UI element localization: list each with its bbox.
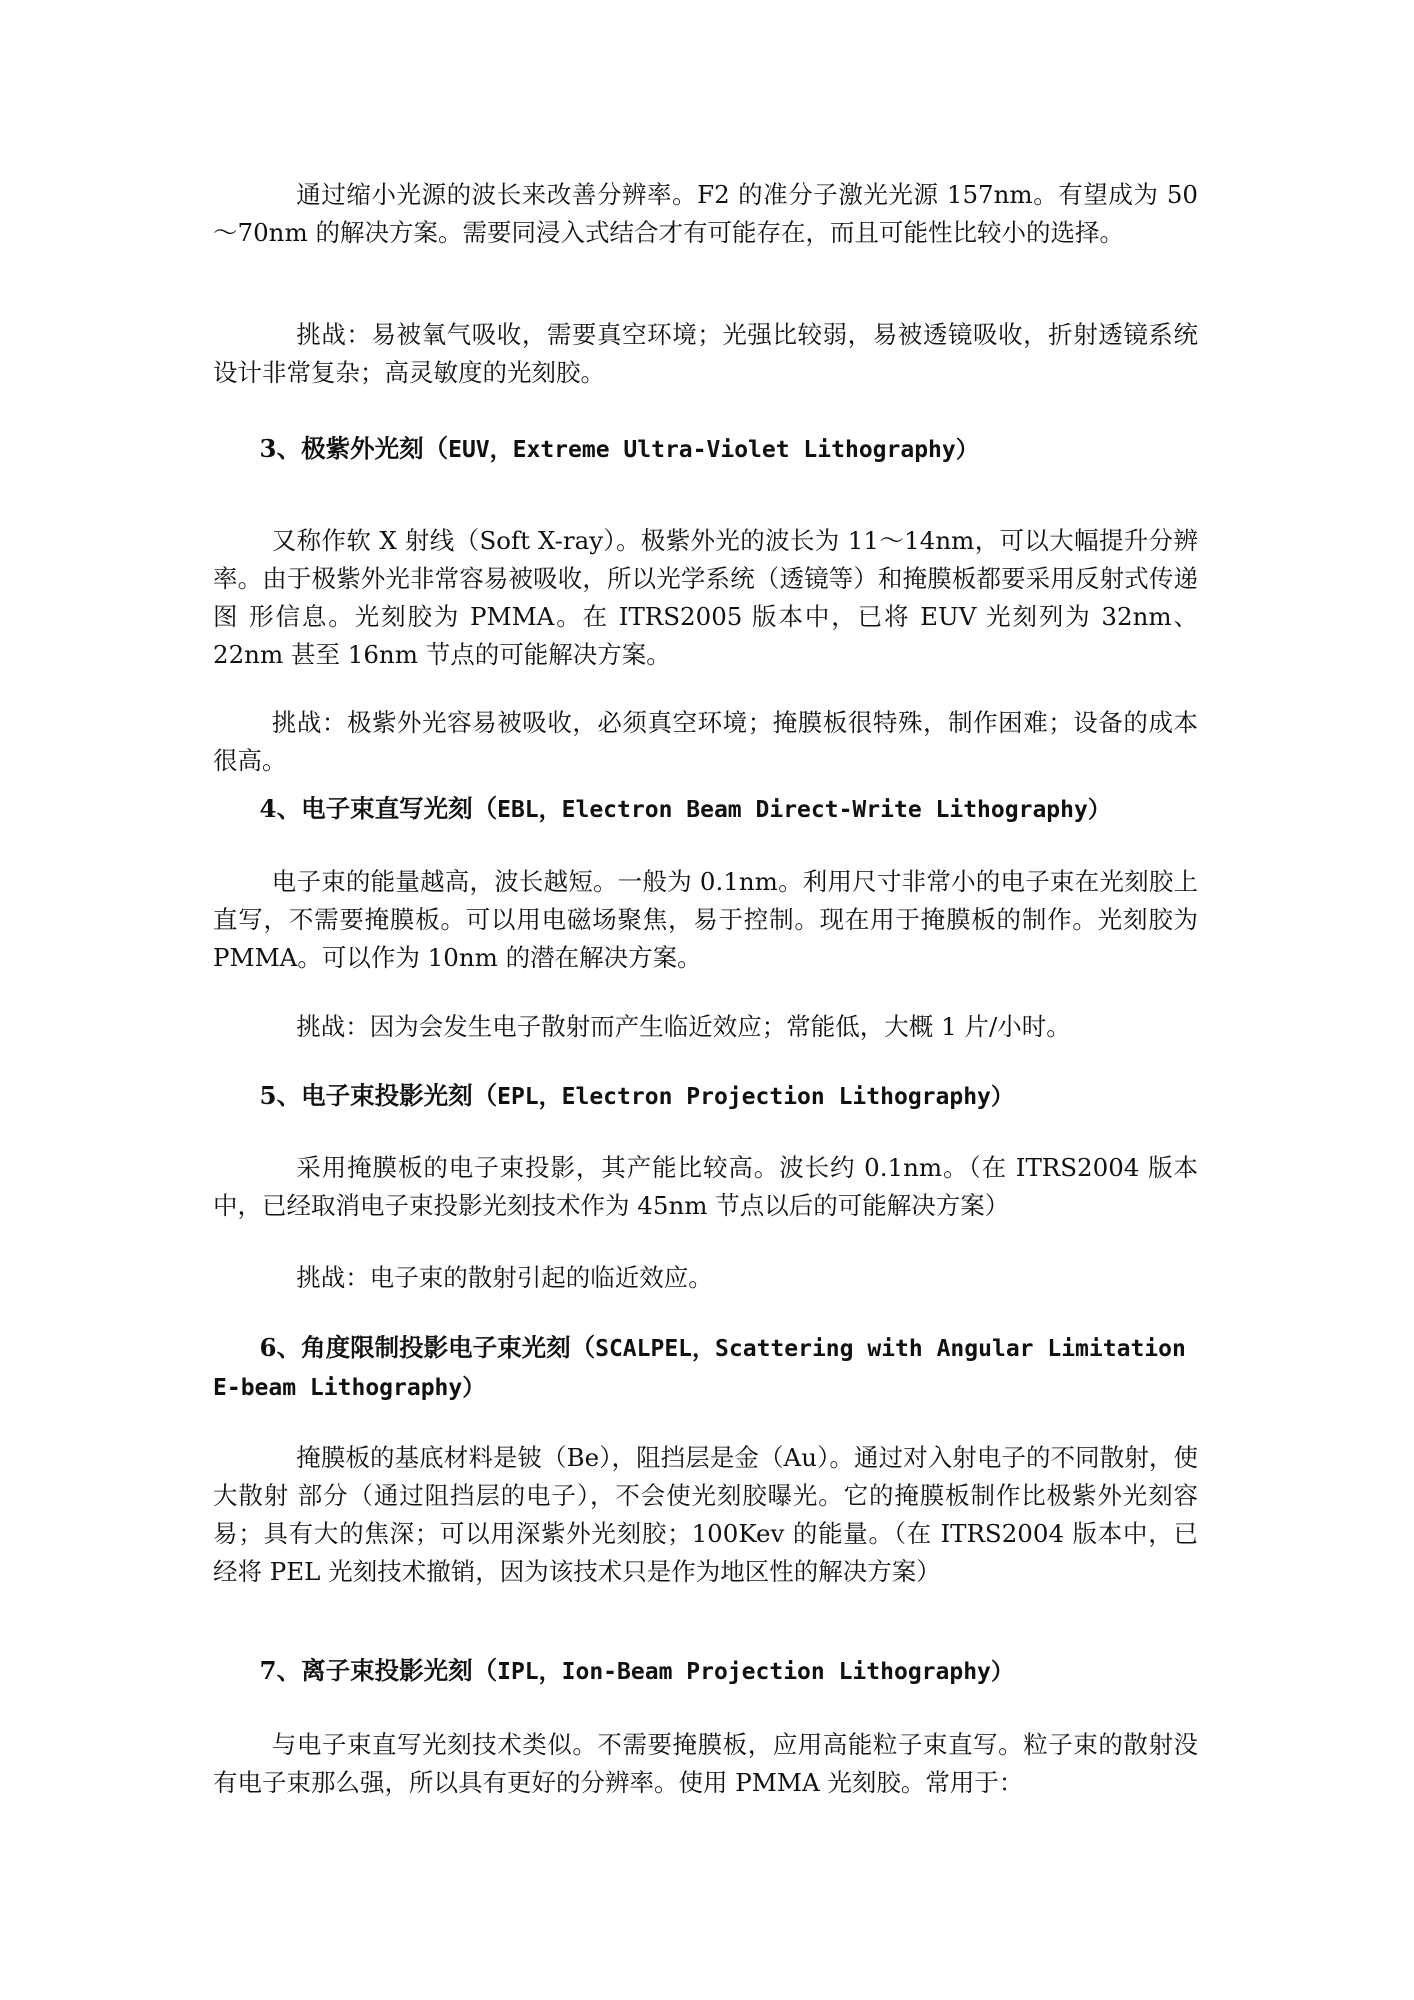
- euv-heading-en: EUV，Extreme Ultra-Violet Lithography）: [448, 437, 979, 463]
- ebl-body-paragraph: 电子束的能量越高，波长越短。一般为 0.1nm。利用尺寸非常小的电子束在光刻胶上直写，不需要掩膜板。可以用电磁场聚焦，易于控制。现在用于掩膜板的制作。光刻胶为 PMMA。可以作为 10nm 的潜在解决方案。: [213, 867, 1198, 972]
- scalpel-heading-en: SCALPEL，Scattering with Angular Limitation E-beam Lithography）: [213, 1336, 1186, 1401]
- epl-heading-en: EPL，Electron Projection Lithography）: [497, 1084, 1014, 1110]
- ipl-heading-cn: 7、离子束投影光刻（: [259, 1656, 498, 1685]
- ebl-heading: [213, 790, 1198, 829]
- euv-body-paragraph: 又称作软 X 射线（Soft X-ray）。极紫外光的波长为 11～14nm，可以大幅提升分辨率。由于极紫外光非常容易被吸收，所以光学系统（透镜等）和掩膜板都要采用反射式传递图 形信息。光刻胶为 PMMA。在 ITRS2005 版本中，已将 EUV 光刻列为 32nm、 22nm 甚至 16nm 节点的可能解决方案。: [213, 526, 1198, 669]
- ipl-body-paragraph: 与电子束直写光刻技术类似。不需要掩膜板，应用高能粒子束直写。粒子束的散射没有电子束那么强，所以具有更好的分辨率。使用 PMMA 光刻胶。常用于：: [213, 1730, 1198, 1797]
- f2-intro-paragraph: 通过缩小光源的波长来改善分辨率。F2 的准分子激光光源 157nm。有望成为 50～70nm 的解决方案。需要同浸入式结合才有可能存在，而且可能性比较小的选择。: [213, 180, 1198, 247]
- f2-challenge-paragraph: 挑战：易被氧气吸收，需要真空环境；光强比较弱，易被透镜吸收，折射透镜系统设计非常复杂；高灵敏度的光刻胶。: [213, 320, 1198, 387]
- epl-heading-cn: 5、电子束投影光刻（: [259, 1081, 498, 1110]
- scalpel-heading: [213, 1329, 1198, 1407]
- epl-heading: [213, 1077, 1198, 1116]
- epl-challenge-paragraph: 挑战：电子束的散射引起的临近效应。: [296, 1263, 713, 1292]
- scalpel-heading-cn: 6、角度限制投影电子束光刻（: [259, 1333, 596, 1362]
- ebl-heading-en: EBL，Electron Beam Direct-Write Lithography）: [497, 797, 1111, 823]
- ebl-challenge-paragraph: 挑战：因为会发生电子散射而产生临近效应；常能低，大概 1 片/小时。: [296, 1012, 1071, 1041]
- scalpel-body-paragraph: 掩膜板的基底材料是铍（Be），阻挡层是金（Au）。通过对入射电子的不同散射，使大散射 部分（通过阻挡层的电子），不会使光刻胶曝光。它的掩膜板制作比极紫外光刻容易；具有大的焦深；可以用深紫外光刻胶；100Kev 的能量。（在 ITRS2004 版本中，已经将 PEL 光刻技术撤销，因为该技术只是作为地区性的解决方案）: [213, 1443, 1198, 1586]
- ipl-heading-en: IPL，Ion-Beam Projection Lithography）: [497, 1659, 1014, 1685]
- epl-body-paragraph: 采用掩膜板的电子束投影，其产能比较高。波长约 0.1nm。（在 ITRS2004 版本中，已经取消电子束投影光刻技术作为 45nm 节点以后的可能解决方案）: [213, 1153, 1198, 1220]
- ipl-heading: [213, 1652, 1198, 1691]
- ebl-heading-cn: 4、电子束直写光刻（: [259, 794, 498, 823]
- euv-heading: [213, 430, 1198, 469]
- euv-heading-cn: 3、极紫外光刻（: [259, 434, 449, 463]
- euv-challenge-paragraph: 挑战：极紫外光容易被吸收，必须真空环境；掩膜板很特殊，制作困难；设备的成本很高。: [213, 708, 1198, 775]
